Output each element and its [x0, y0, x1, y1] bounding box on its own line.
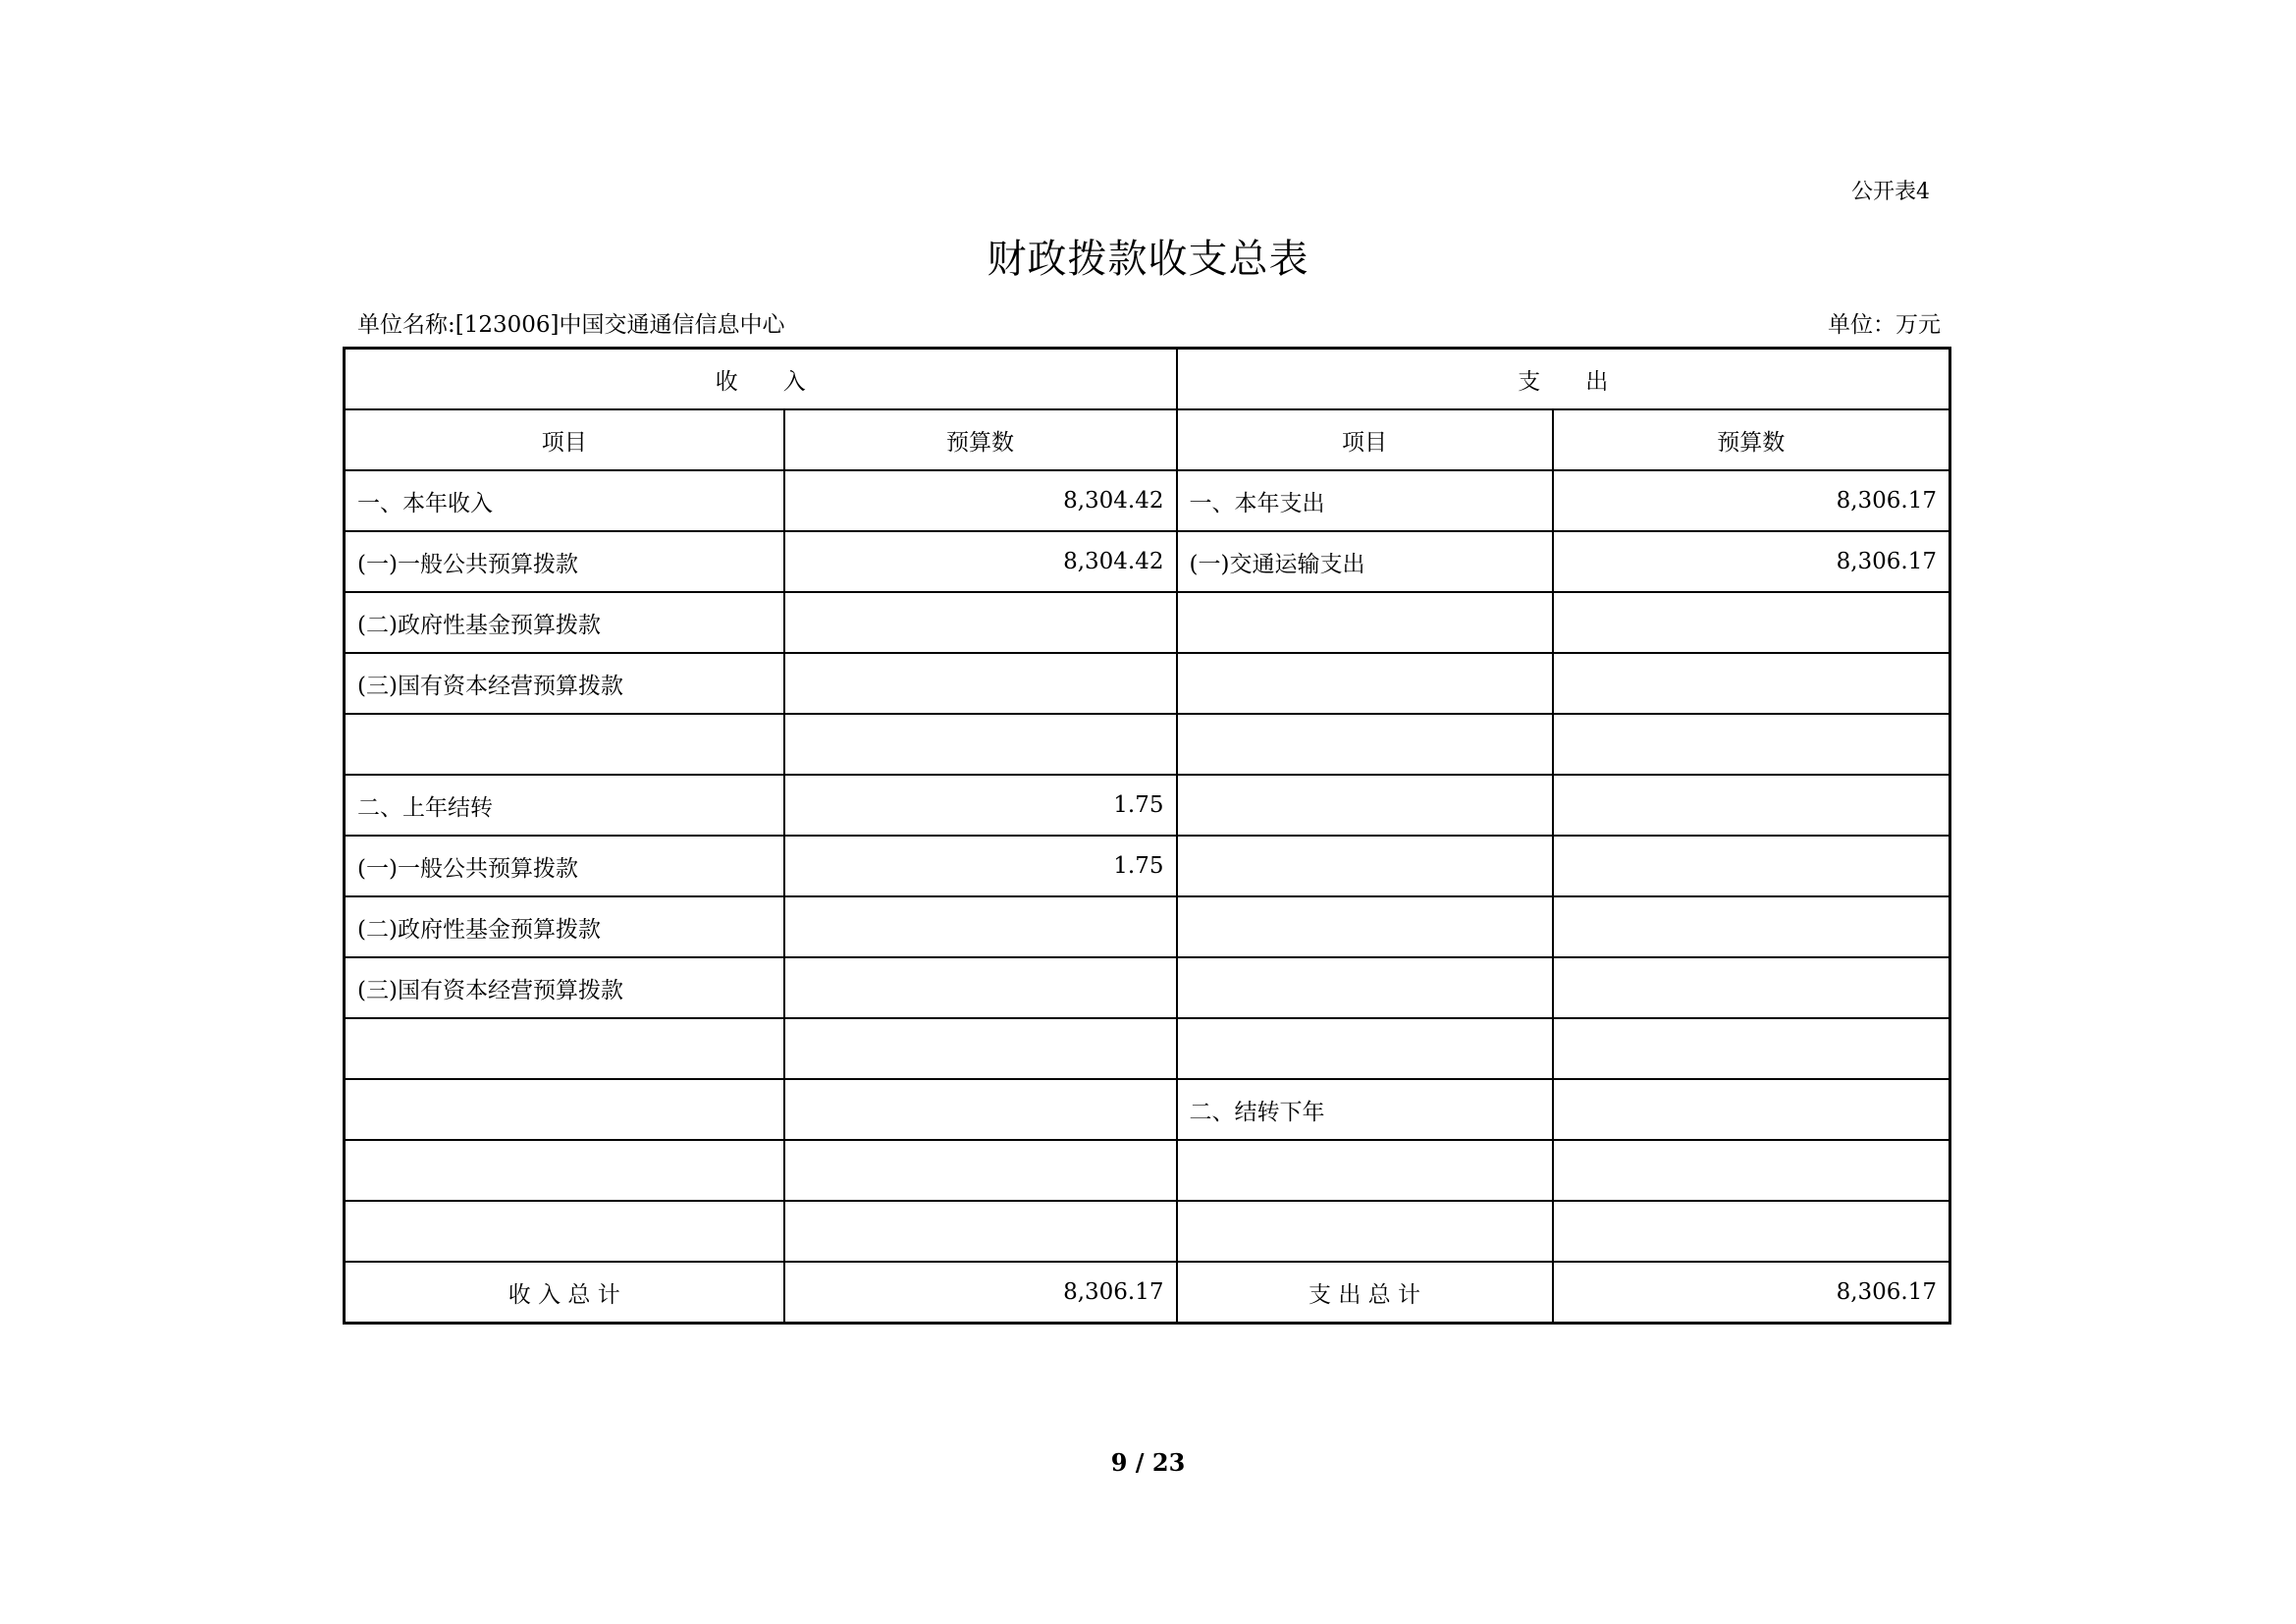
- table-row: [345, 1079, 1950, 1140]
- income-value-cell: [784, 714, 1177, 775]
- expense-budget-header: 预算数: [1553, 409, 1950, 470]
- total-row: [345, 1262, 1950, 1324]
- expense-item-cell: [1177, 1140, 1553, 1201]
- expense-item-cell: [1177, 1018, 1553, 1079]
- income-value-cell: 1.75: [784, 836, 1177, 896]
- income-value-cell: 8,304.42: [784, 531, 1177, 592]
- expense-value-cell: [1553, 1079, 1950, 1140]
- table-row: [345, 1018, 1950, 1079]
- income-item-cell: (三)国有资本经营预算拨款: [345, 957, 784, 1018]
- fiscal-appropriation-table: [343, 347, 1951, 1325]
- table-row: [345, 592, 1950, 653]
- unit-name: 单位名称:[123006]中国交通通信信息中心: [357, 312, 785, 338]
- income-value-cell: [784, 1018, 1177, 1079]
- total-expense-label: 支 出 总 计: [1177, 1262, 1553, 1324]
- table-row: [345, 896, 1950, 957]
- table-row: [345, 653, 1950, 714]
- expense-value-cell: [1553, 1201, 1950, 1262]
- expense-item-cell: [1177, 957, 1553, 1018]
- expense-value-cell: [1553, 896, 1950, 957]
- income-value-cell: [784, 1079, 1177, 1140]
- income-item-cell: [345, 1079, 784, 1140]
- form-number: 公开表4: [1851, 180, 1930, 204]
- income-item-cell: 一、本年收入: [345, 470, 784, 531]
- expense-value-cell: 8,306.17: [1553, 470, 1950, 531]
- income-item-cell: [345, 1018, 784, 1079]
- table-row: [345, 470, 1950, 531]
- table-row: [345, 957, 1950, 1018]
- income-value-cell: [784, 653, 1177, 714]
- expense-item-cell: [1177, 896, 1553, 957]
- expense-value-cell: [1553, 1018, 1950, 1079]
- expense-value-cell: [1553, 836, 1950, 896]
- income-value-cell: [784, 896, 1177, 957]
- expense-value-cell: [1553, 1140, 1950, 1201]
- currency-unit: 单位：万元: [1828, 312, 1941, 338]
- income-item-cell: 二、上年结转: [345, 775, 784, 836]
- expense-item-cell: [1177, 714, 1553, 775]
- expense-item-cell: (一)交通运输支出: [1177, 531, 1553, 592]
- income-value-cell: [784, 1201, 1177, 1262]
- expense-item-cell: [1177, 653, 1553, 714]
- income-item-cell: (三)国有资本经营预算拨款: [345, 653, 784, 714]
- income-item-cell: [345, 714, 784, 775]
- expense-item-cell: 二、结转下年: [1177, 1079, 1553, 1140]
- income-value-cell: [784, 592, 1177, 653]
- page-number: 9 / 23: [1110, 1448, 1186, 1477]
- income-value-cell: 1.75: [784, 775, 1177, 836]
- income-item-cell: (一)一般公共预算拨款: [345, 531, 784, 592]
- income-value-cell: [784, 1140, 1177, 1201]
- expense-item-cell: [1177, 1201, 1553, 1262]
- income-item-cell: [345, 1201, 784, 1262]
- income-budget-header: 预算数: [784, 409, 1177, 470]
- income-value-cell: [784, 957, 1177, 1018]
- income-item-cell: [345, 1140, 784, 1201]
- expense-header: 支 出: [1177, 349, 1950, 410]
- table-row: [345, 714, 1950, 775]
- income-item-cell: (二)政府性基金预算拨款: [345, 592, 784, 653]
- total-expense-value: 8,306.17: [1553, 1262, 1950, 1324]
- expense-value-cell: [1553, 957, 1950, 1018]
- table-row: [345, 775, 1950, 836]
- expense-value-cell: [1553, 653, 1950, 714]
- expense-value-cell: [1553, 775, 1950, 836]
- income-value-cell: 8,304.42: [784, 470, 1177, 531]
- expense-item-cell: [1177, 836, 1553, 896]
- table-row: [345, 531, 1950, 592]
- expense-value-cell: 8,306.17: [1553, 531, 1950, 592]
- income-item-header: 项目: [345, 409, 784, 470]
- table-row: [345, 1201, 1950, 1262]
- expense-item-cell: 一、本年支出: [1177, 470, 1553, 531]
- page-title: 财政拨款收支总表: [987, 237, 1309, 282]
- income-header: 收 入: [345, 349, 1177, 410]
- section-header-row: [345, 349, 1950, 410]
- expense-value-cell: [1553, 592, 1950, 653]
- expense-item-cell: [1177, 775, 1553, 836]
- total-income-value: 8,306.17: [784, 1262, 1177, 1324]
- income-item-cell: (一)一般公共预算拨款: [345, 836, 784, 896]
- table-row: [345, 836, 1950, 896]
- total-income-label: 收 入 总 计: [345, 1262, 784, 1324]
- expense-value-cell: [1553, 714, 1950, 775]
- income-item-cell: (二)政府性基金预算拨款: [345, 896, 784, 957]
- expense-item-header: 项目: [1177, 409, 1553, 470]
- table-row: [345, 1140, 1950, 1201]
- column-header-row: [345, 409, 1950, 470]
- expense-item-cell: [1177, 592, 1553, 653]
